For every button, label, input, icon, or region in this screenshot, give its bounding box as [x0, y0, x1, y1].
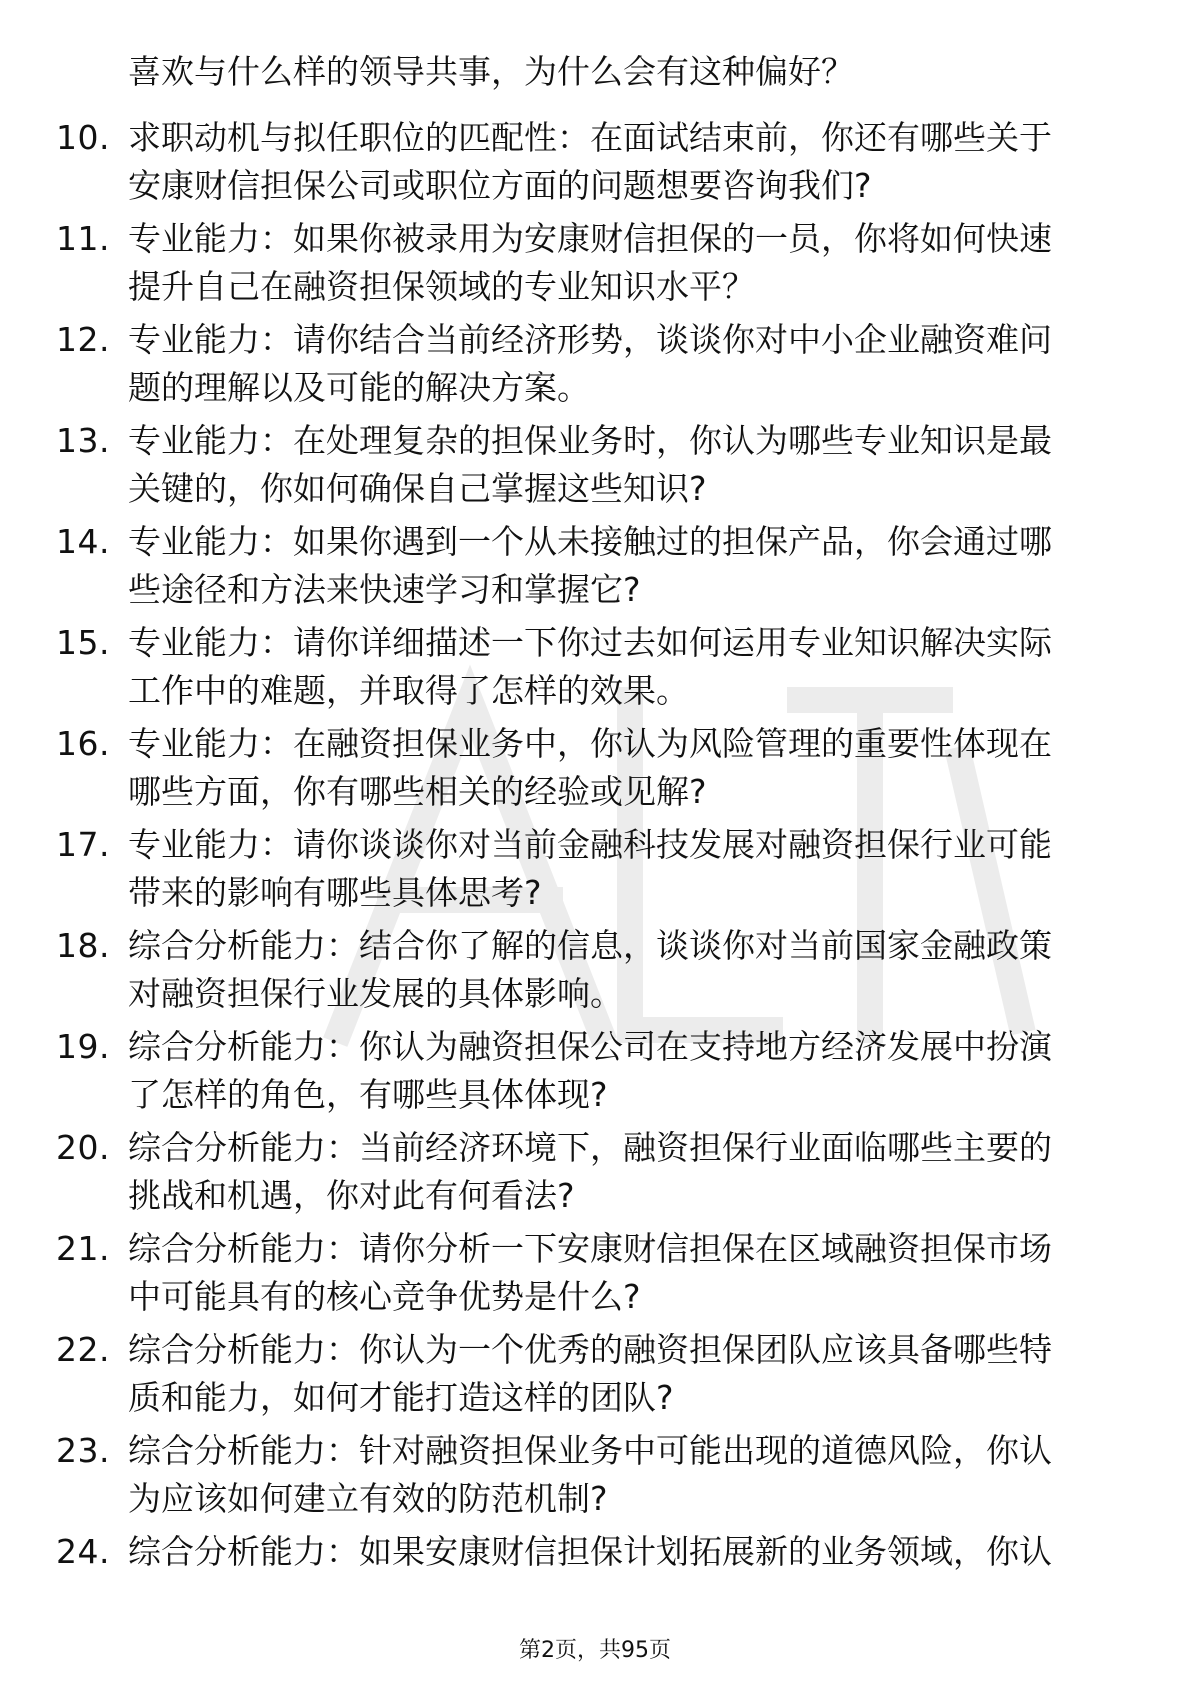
question-text-line: 专业能力：在融资担保业务中，你认为风险管理的重要性体现在: [128, 724, 1052, 763]
question-text-line: 哪些方面，你有哪些相关的经验或见解?: [128, 772, 707, 811]
question-text: [128, 316, 1118, 412]
question-text: [128, 1225, 1118, 1321]
question-text: [128, 1023, 1118, 1119]
question-number: 10.: [56, 118, 110, 157]
question-number: 12.: [56, 320, 110, 359]
question-number: 17.: [56, 825, 110, 864]
question-item: [0, 1124, 1190, 1225]
question-text-line: 工作中的难题，并取得了怎样的效果。: [128, 671, 689, 710]
question-list: [0, 114, 1190, 1629]
question-item: [0, 922, 1190, 1023]
question-text-line: 综合分析能力：你认为融资担保公司在支持地方经济发展中扮演: [128, 1027, 1052, 1066]
question-text-line: 些途径和方法来快速学习和掌握它?: [128, 570, 641, 609]
question-text-line: 综合分析能力：结合你了解的信息，谈谈你对当前国家金融政策: [128, 926, 1052, 965]
question-number: 18.: [56, 926, 110, 965]
question-number: 11.: [56, 219, 110, 258]
question-number: 22.: [56, 1330, 110, 1369]
question-item: [0, 417, 1190, 518]
question-text-line: 关键的，你如何确保自己掌握这些知识?: [128, 469, 707, 508]
question-number: 21.: [56, 1229, 110, 1268]
question-item: [0, 1225, 1190, 1326]
question-number: 19.: [56, 1027, 110, 1066]
question-item: [0, 518, 1190, 619]
question-text: [128, 1124, 1118, 1220]
question-text-line: 专业能力：在处理复杂的担保业务时，你认为哪些专业知识是最: [128, 421, 1052, 460]
continued-question-text: 喜欢与什么样的领导共事，为什么会有这种偏好？: [128, 52, 854, 91]
question-number: 23.: [56, 1431, 110, 1470]
question-text-line: 综合分析能力：如果安康财信担保计划拓展新的业务领域，你认: [128, 1532, 1052, 1571]
question-number: 20.: [56, 1128, 110, 1167]
question-text-line: 专业能力：请你谈谈你对当前金融科技发展对融资担保行业可能: [128, 825, 1052, 864]
question-item: [0, 215, 1190, 316]
question-text-line: 综合分析能力：当前经济环境下，融资担保行业面临哪些主要的: [128, 1128, 1052, 1167]
question-number: 16.: [56, 724, 110, 763]
question-text: [128, 1528, 1118, 1576]
question-text: [128, 922, 1118, 1018]
question-text: [128, 1326, 1118, 1422]
question-text-line: 综合分析能力：你认为一个优秀的融资担保团队应该具备哪些特: [128, 1330, 1052, 1369]
question-item: [0, 619, 1190, 720]
question-number: 14.: [56, 522, 110, 561]
question-text: [128, 619, 1118, 715]
question-text: [128, 114, 1118, 210]
question-number: 24.: [56, 1532, 110, 1571]
question-number: 15.: [56, 623, 110, 662]
question-item: [0, 1528, 1190, 1629]
question-text-line: 综合分析能力：针对融资担保业务中可能出现的道德风险，你认: [128, 1431, 1052, 1470]
question-text-line: 带来的影响有哪些具体思考?: [128, 873, 542, 912]
question-text: [128, 720, 1118, 816]
question-item: [0, 1427, 1190, 1528]
question-item: [0, 114, 1190, 215]
question-item: [0, 1326, 1190, 1427]
question-text-line: 综合分析能力：请你分析一下安康财信担保在区域融资担保市场: [128, 1229, 1052, 1268]
question-text-line: 题的理解以及可能的解决方案。: [128, 368, 590, 407]
question-text: [128, 215, 1118, 311]
question-text-line: 求职动机与拟任职位的匹配性：在面试结束前，你还有哪些关于: [128, 118, 1052, 157]
question-text-line: 对融资担保行业发展的具体影响。: [128, 974, 623, 1013]
question-text-line: 专业能力：如果你遇到一个从未接触过的担保产品，你会通过哪: [128, 522, 1052, 561]
question-text-line: 质和能力，如何才能打造这样的团队?: [128, 1378, 674, 1417]
question-text-line: 提升自己在融资担保领域的专业知识水平？: [128, 267, 755, 306]
question-text: [128, 417, 1118, 513]
question-item: [0, 821, 1190, 922]
question-item: [0, 720, 1190, 821]
question-item: [0, 316, 1190, 417]
question-text: [128, 821, 1118, 917]
question-item: [0, 1023, 1190, 1124]
question-number: 13.: [56, 421, 110, 460]
question-text-line: 专业能力：如果你被录用为安康财信担保的一员，你将如何快速: [128, 219, 1052, 258]
question-text-line: 专业能力：请你详细描述一下你过去如何运用专业知识解决实际: [128, 623, 1052, 662]
question-text-line: 了怎样的角色，有哪些具体体现?: [128, 1075, 608, 1114]
question-text: [128, 1427, 1118, 1523]
question-text-line: 专业能力：请你结合当前经济形势，谈谈你对中小企业融资难问: [128, 320, 1052, 359]
question-text-line: 中可能具有的核心竞争优势是什么?: [128, 1277, 641, 1316]
question-text-line: 安康财信担保公司或职位方面的问题想要咨询我们?: [128, 166, 872, 205]
page-number-footer: 第2页，共95页: [519, 1638, 671, 1663]
question-text-line: 为应该如何建立有效的防范机制?: [128, 1479, 608, 1518]
question-text-line: 挑战和机遇，你对此有何看法?: [128, 1176, 575, 1215]
question-text: [128, 518, 1118, 614]
